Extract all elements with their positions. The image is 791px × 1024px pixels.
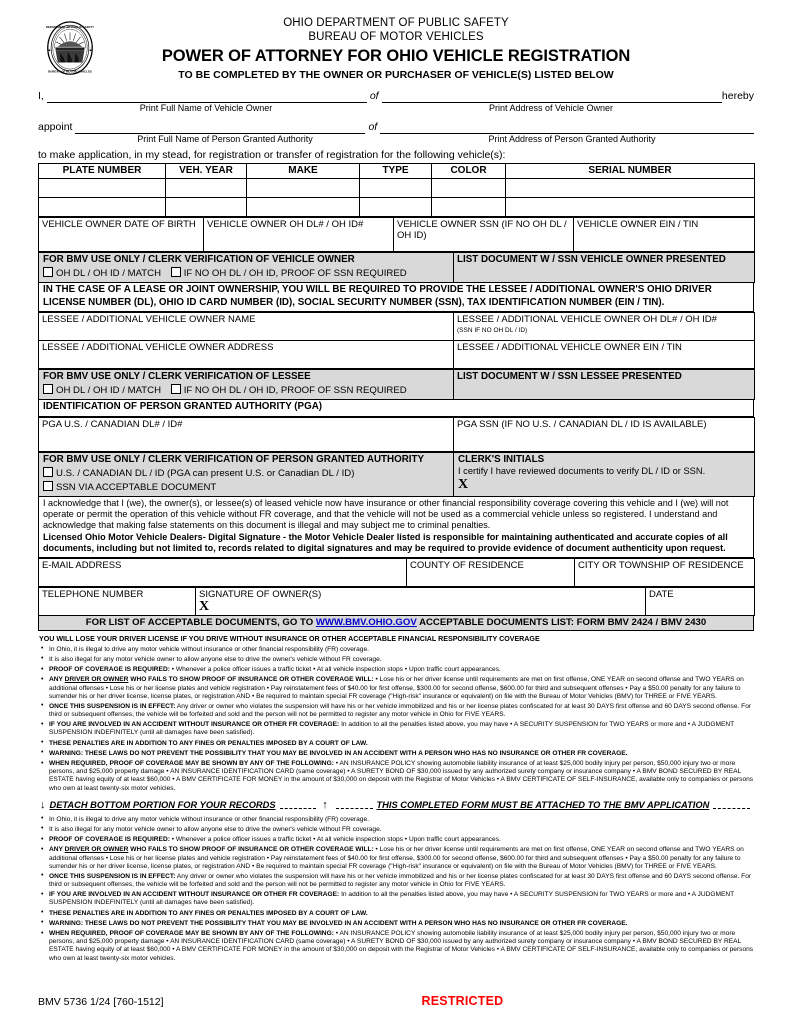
agency-name: OHIO DEPARTMENT OF PUBLIC SAFETY [283, 17, 509, 29]
cell-make-1[interactable] [247, 179, 360, 198]
col-make: MAKE [247, 164, 360, 179]
detach-dash-right [713, 801, 750, 809]
bmv-owner-verification-cell [39, 253, 454, 283]
city-township-label: CITY OR TOWNSHIP OF RESIDENCE [578, 559, 744, 571]
bullet-text: In Ohio, it is illegal to drive any motor vehicle without insurance or other financial responsibility (FR) coverage. [49, 815, 369, 823]
owner-dl-field[interactable] [204, 218, 394, 252]
bullet-lead: THESE PENALTIES ARE IN ADDITION TO ANY FINES OR PENALTIES IMPOSED BY A COURT OF LAW. [49, 909, 368, 917]
list-item [38, 836, 754, 844]
lease-joint-ownership-notice: IN THE CASE OF A LEASE OR JOINT OWNERSHIP, YOU WILL BE REQUIRED TO PROVIDE THE LESSEE / ADDITIONAL OWNER'S OHIO DRIVER LICENSE NUMBER (DL), OHIO ID CARD NUMBER (ID), SOCIAL SECURITY NUMBER (SSN), TAX IDENTIFICATION NUMBER (EIN / TIN). [38, 283, 754, 312]
owner-document-presented-field[interactable] [454, 253, 755, 283]
owner-signature-label: SIGNATURE OF OWNER(S) [199, 588, 322, 600]
detach-left-text: DETACH BOTTOM PORTION FOR YOUR RECORDS [49, 799, 276, 810]
checkbox-owner-dl-match[interactable] [43, 267, 53, 277]
detach-dash-mid [336, 801, 373, 809]
fr-notice-bullet-list-bottom [38, 816, 754, 963]
owner-address-input[interactable] [382, 90, 722, 103]
label-owner-proof-ssn: IF NO OH DL / OH ID, PROOF OF SSN REQUIRED [183, 268, 407, 279]
declaration-hereby: hereby [721, 90, 754, 102]
telephone-number-label: TELEPHONE NUMBER [42, 588, 144, 600]
bullet-text: In Ohio, it is illegal to drive any motor vehicle without insurance or other financial responsibility (FR) coverage. [49, 645, 369, 653]
cell-plate-number-2[interactable] [39, 198, 166, 217]
bullet-text: Any driver or owner who violates the suspension will have his or her vehicle immobilized and his or her license plates confiscated for at least 30 DAYS first offense and 60 DAYS second offense. For third or subsequent offenses, the vehicle will be forfeited and sold and the person will not be permitted to register any motor vehicle in Ohio for FIVE YEARS. [49, 872, 752, 889]
owner-dl-label: VEHICLE OWNER OH DL# / OH ID# [207, 219, 364, 230]
declaration-lead-i: I, [38, 90, 44, 102]
bmv-owner-verification-table [38, 252, 755, 283]
signature-date-label: DATE [649, 588, 674, 600]
col-serial-number: SERIAL NUMBER [506, 164, 755, 179]
cell-veh-year-1[interactable] [166, 179, 247, 198]
col-type: TYPE [360, 164, 432, 179]
form-sheet [38, 14, 754, 1010]
bmv-lessee-verification-table [38, 369, 755, 400]
list-item [38, 891, 754, 907]
lessee-dl-label: LESSEE / ADDITIONAL VEHICLE OWNER OH DL# / OH ID# [457, 314, 717, 325]
bullet-text: It is also illegal for any motor vehicle owner to allow anyone else to drive the owner's vehicle without FR coverage. [49, 825, 382, 833]
bullet-lead: PROOF OF COVERAGE IS REQUIRED: [49, 666, 170, 674]
checkbox-owner-proof-ssn[interactable] [171, 267, 181, 277]
cell-color-1[interactable] [432, 179, 506, 198]
cell-serial-number-1[interactable] [506, 179, 755, 198]
restricted-label: RESTRICTED [421, 994, 504, 1008]
form-subtitle: TO BE COMPLETED BY THE OWNER OR PURCHASER OF VEHICLE(S) LISTED BELOW [178, 69, 614, 81]
lessee-table [38, 312, 755, 369]
cell-plate-number-1[interactable] [39, 179, 166, 198]
vehicle-table [38, 163, 755, 217]
owner-identification-table [38, 217, 755, 252]
vehicle-table-header-row [39, 164, 755, 179]
bullet-text: Any driver or owner who violates the suspension will have his or her vehicle immobilized and his or her license plates confiscated for at least 30 DAYS first offense and 60 DAYS second offense. For third or subsequent offenses, the vehicle will be forfeited and sold and the person will not be permitted to register any motor vehicle in Ohio for FIVE YEARS. [49, 702, 752, 719]
detach-dash-left [280, 801, 317, 809]
acknowledgement-paragraph: I acknowledge that I (we), the owner(s), or lessee(s) of leased vehicle now have insurance or other financial responsibility coverage covering this vehicle and I (we) will not operate or permit the operation of this vehicle without FR coverage, and that the vehicle will not be used as a commercial vehicle unless so registered. I understand and acknowledge that making false statements on this document is illegal and may subject me to criminal penalties. [43, 497, 729, 531]
pga-address-input[interactable] [380, 121, 754, 134]
list-item [38, 740, 754, 748]
lessee-address-label: LESSEE / ADDITIONAL VEHICLE OWNER ADDRESS [42, 342, 274, 353]
bullet-lead: WHEN REQUIRED, PROOF OF COVERAGE MAY BE SHOWN BY ANY OF THE FOLLOWING: [49, 760, 334, 768]
bmv-pga-verification-title: FOR BMV USE ONLY / CLERK VERIFICATION OF PERSON GRANTED AUTHORITY [43, 453, 425, 465]
city-township-field[interactable] [575, 558, 755, 586]
checkbox-lessee-dl-match[interactable] [43, 384, 53, 394]
lessee-name-field[interactable] [39, 313, 454, 341]
list-item [38, 666, 754, 674]
email-address-field[interactable] [39, 558, 407, 586]
lessee-ein-label: LESSEE / ADDITIONAL VEHICLE OWNER EIN / TIN [457, 342, 682, 353]
list-item [38, 760, 754, 792]
caption-owner-name: Print Full Name of Vehicle Owner [139, 103, 273, 113]
label-pga-ssn-document: SSN VIA ACCEPTABLE DOCUMENT [56, 481, 217, 493]
signature-date-field[interactable] [646, 587, 755, 615]
bullet-lead: ANY DRIVER OR OWNER WHO FAILS TO SHOW PROOF OF INSURANCE OR OTHER COVERAGE WILL: [49, 676, 374, 684]
owner-ssn-label: VEHICLE OWNER SSN (IF NO OH DL / OH ID) [397, 219, 567, 241]
list-item [38, 816, 754, 824]
label-lessee-dl-match: OH DL / OH ID / MATCH [56, 385, 162, 396]
pga-dl-field[interactable] [39, 417, 454, 451]
checkbox-pga-ssn-document[interactable] [43, 481, 53, 491]
lessee-document-presented-field[interactable] [454, 370, 755, 400]
table-row [39, 179, 755, 198]
label-owner-dl-match: OH DL / OH ID / MATCH [56, 268, 162, 279]
up-arrow-icon: ↑ [322, 798, 328, 811]
fr-notice-bullet-list-top [38, 646, 754, 793]
bullet-lead: WARNING: THESE LAWS DO NOT PREVENT THE POSSIBILITY THAT YOU MAY BE INVOLVED IN AN ACCIDENT WITH A PERSON WHO HAS NO INSURANCE OR OTHER FR COVERAGE. [49, 749, 628, 757]
pga-ssn-label: PGA SSN (IF NO U.S. / CANADIAN DL / ID IS AVAILABLE) [457, 418, 707, 430]
form-title: POWER OF ATTORNEY FOR OHIO VEHICLE REGISTRATION [161, 47, 631, 65]
clerk-signature-x: X [458, 476, 469, 492]
owner-ssn-field[interactable] [394, 218, 574, 252]
signature-table [38, 587, 755, 616]
pga-ssn-field[interactable] [454, 417, 755, 451]
pga-identification-table [38, 417, 755, 452]
bullet-text: • Lose his or her driver license until requirements are met on first offense, ONE YEAR on second offense and TWO YEARS on additional offenses • Lose his or her license plates and vehicle registration • Pay reinstatement fees of $40.00 for first offense, $300.00 for second offense, $600.00 for third and subsequent offenses • Pay a $50.00 penalty for any failure to surrender his or her driver license, license plates, or registration AND • Be required to maintain special FR coverage ("High-risk" insurance or equivalent) on file with the Bureau of Motor Vehicles (BMV) for THREE or FIVE YEARS. [49, 846, 744, 870]
pga-dl-label: PGA U.S. / CANADIAN DL# / ID# [42, 418, 183, 430]
list-item [38, 721, 754, 737]
list-item [38, 646, 754, 654]
lessee-dl-field[interactable] [454, 313, 755, 341]
list-item [38, 826, 754, 834]
declaration-block [38, 90, 754, 161]
cell-type-2[interactable] [360, 198, 432, 217]
bullet-text: • AN INSURANCE POLICY showing automobile liability insurance of at least $25,000 bodily injury per person, $50,000 injury two or more persons, and $25,000 property damage • AN INSURANCE IDENTIFICATION CARD (same coverage) • A SURETY BOND OF $30,000 issued by any authorized surety company or insurance company • A BMV BOND SECURED BY REAL ESTATE having equity of at least $60,000 • A BMV CERTIFICATE FOR MONEY in the amount of $30,000 on deposit with the Registrar of Motor Vehicles • A BMV CERTIFICATE OF SELF-INSURANCE, available only to companies or persons who own at least twenty-six motor vehicles. [49, 760, 754, 792]
acceptable-documents-suffix: ACCEPTABLE DOCUMENTS LIST: FORM BMV 2424 / BMV 2430 [416, 617, 707, 629]
bullet-text: In addition to all the penalties listed above, you may have • A SECURITY SUSPENSION for TWO YEARS or more and • A JUDGMENT SUSPENSION INDEFINITELY (until all damages have been satisfied). [49, 891, 735, 907]
fr-notice-heading-top: YOU WILL LOSE YOUR DRIVER LICENSE IF YOU DRIVE WITHOUT INSURANCE OR OTHER ACCEPTABLE FINANCIAL RESPONSIBILITY COVERAGE [39, 635, 540, 644]
cell-veh-year-2[interactable] [166, 198, 247, 217]
cell-serial-number-2[interactable] [506, 198, 755, 217]
ohio-bmv-seal-icon [42, 18, 98, 78]
table-row [39, 198, 755, 217]
clerk-initials-label: CLERK'S INITIALS [458, 453, 545, 465]
bullet-text: In addition to all the penalties listed above, you may have • A SECURITY SUSPENSION for TWO YEARS or more and • A JUDGMENT SUSPENSION INDEFINITELY (until all damages have been satisfied). [49, 721, 735, 737]
svg-text:DEPARTMENT OF PUBLIC SAFETY: DEPARTMENT OF PUBLIC SAFETY [45, 25, 95, 29]
svg-text:BUREAU OF MOTOR VEHICLES: BUREAU OF MOTOR VEHICLES [48, 69, 92, 74]
fr-notice-bottom [38, 816, 754, 963]
bullet-text: It is also illegal for any motor vehicle owner to allow anyone else to drive the owner's vehicle without FR coverage. [49, 655, 382, 663]
owner-name-input[interactable] [47, 90, 367, 103]
county-residence-field[interactable] [407, 558, 575, 586]
bmv-pga-verification-cell [39, 452, 454, 496]
list-item [38, 846, 754, 870]
contact-table [38, 558, 755, 587]
label-lessee-proof-ssn: IF NO OH DL / OH ID, PROOF OF SSN REQUIRED [183, 385, 407, 396]
acknowledgement-block [38, 497, 754, 558]
lessee-ein-field[interactable] [454, 341, 755, 369]
bmv-owner-verification-title: FOR BMV USE ONLY / CLERK VERIFICATION OF VEHICLE OWNER [43, 254, 355, 265]
list-item [38, 676, 754, 700]
list-item [38, 920, 754, 928]
list-item [38, 656, 754, 664]
owner-dob-field[interactable] [39, 218, 204, 252]
bullet-lead: ONCE THIS SUSPENSION IS IN EFFECT: [49, 872, 176, 880]
dealer-digital-signature-paragraph: Licensed Ohio Motor Vehicle Dealers- Digital Signature - the Motor Vehicle Dealer listed is responsible for maintaining authenticated and accurate copies of all documents, including but not limited to, records related to digital signatures and may be required to provide evidence of document authenticity upon request. [43, 531, 728, 554]
declaration-intro: to make application, in my stead, for registration or transfer of registration for the following vehicle(s): [38, 149, 506, 161]
owner-signature-x: X [199, 598, 210, 614]
pga-name-input[interactable] [75, 121, 365, 134]
form-header [38, 14, 754, 86]
bullet-text: • Lose his or her driver license until requirements are met on first offense, ONE YEAR on second offense and TWO YEARS on additional offenses • Lose his or her license plates and vehicle registration • Pay reinstatement fees of $40.00 for first offense, $300.00 for second offense, $600.00 for third and subsequent offenses • Pay a $50.00 penalty for any failure to surrender his or her driver license, license plates, or registration AND • Be required to maintain special FR coverage ("High-risk" insurance or equivalent) on file with the Bureau of Motor Vehicles (BMV) for THREE or FIVE YEARS. [49, 676, 744, 700]
email-address-label: E-MAIL ADDRESS [42, 559, 122, 571]
bullet-lead: WHEN REQUIRED, PROOF OF COVERAGE MAY BE SHOWN BY ANY OF THE FOLLOWING: [49, 930, 334, 938]
bullet-lead: PROOF OF COVERAGE IS REQUIRED: [49, 836, 170, 844]
form-number: BMV 5736 1/24 [760-1512] [38, 996, 164, 1008]
bullet-text: • AN INSURANCE POLICY showing automobile liability insurance of at least $25,000 bodily injury per person, $50,000 injury two or more persons, and $25,000 property damage • AN INSURANCE IDENTIFICATION CARD (same coverage) • A SURETY BOND OF $30,000 issued by any authorized surety company or insurance company • A BMV BOND SECURED BY REAL ESTATE having equity of at least $60,000 • A BMV CERTIFICATE FOR MONEY in the amount of $30,000 on deposit with the Registrar of Motor Vehicles • A BMV CERTIFICATE OF SELF-INSURANCE, available only to companies or persons who own at least twenty-six motor vehicles. [49, 930, 754, 962]
owner-ein-label: VEHICLE OWNER EIN / TIN [577, 219, 699, 230]
bmv-lessee-verification-title: FOR BMV USE ONLY / CLERK VERIFICATION OF LESSEE [43, 371, 311, 382]
detach-separator [38, 799, 754, 811]
clerk-certify-text: I certify I have reviewed documents to verify DL / ID or SSN. [458, 465, 706, 476]
acceptable-documents-bar [38, 616, 754, 632]
bullet-text: • Whenever a police officer issues a traffic ticket • At all vehicle inspection stops • Upon traffic court appearances. [169, 836, 501, 844]
pga-section-heading: IDENTIFICATION OF PERSON GRANTED AUTHORITY (PGA) [38, 400, 754, 417]
list-item [38, 873, 754, 889]
detach-right-text: THIS COMPLETED FORM MUST BE ATTACHED TO THE BMV APPLICATION [376, 799, 710, 810]
fr-notice-top [38, 635, 754, 793]
bullet-lead: THESE PENALTIES ARE IN ADDITION TO ANY FINES OR PENALTIES IMPOSED BY A COURT OF LAW. [49, 739, 368, 747]
lessee-name-label: LESSEE / ADDITIONAL VEHICLE OWNER NAME [42, 314, 256, 325]
lessee-address-field[interactable] [39, 341, 454, 369]
county-residence-label: COUNTY OF RESIDENCE [410, 559, 524, 571]
bmv-website-link[interactable]: WWW.BMV.OHIO.GOV [315, 617, 417, 629]
caption-pga-address: Print Address of Person Granted Authority [488, 134, 656, 144]
down-arrow-icon: ↓ [40, 798, 46, 811]
clerk-initials-cell[interactable] [454, 452, 755, 496]
owner-document-presented-label: LIST DOCUMENT W / SSN VEHICLE OWNER PRESENTED [457, 254, 726, 265]
owner-dob-label: VEHICLE OWNER DATE OF BIRTH [42, 219, 196, 230]
caption-owner-address: Print Address of Vehicle Owner [488, 103, 614, 113]
cell-type-1[interactable] [360, 179, 432, 198]
checkbox-pga-us-canadian-dl[interactable] [43, 467, 53, 477]
list-item [38, 703, 754, 719]
col-plate-number: PLATE NUMBER [39, 164, 166, 179]
caption-pga-name: Print Full Name of Person Granted Authority [137, 134, 313, 144]
cell-color-2[interactable] [432, 198, 506, 217]
bullet-lead: IF YOU ARE INVOLVED IN AN ACCIDENT WITHOUT INSURANCE OR OTHER FR COVERAGE: [49, 721, 340, 729]
col-color: COLOR [432, 164, 506, 179]
lessee-dl-sublabel: (SSN IF NO OH DL / ID) [457, 327, 528, 334]
bullet-lead: ANY DRIVER OR OWNER WHO FAILS TO SHOW PROOF OF INSURANCE OR OTHER COVERAGE WILL: [49, 846, 374, 854]
telephone-number-field[interactable] [39, 587, 196, 615]
bullet-text: • Whenever a police officer issues a traffic ticket • At all vehicle inspection stops • Upon traffic court appearances. [169, 666, 501, 674]
acceptable-documents-prefix: FOR LIST OF ACCEPTABLE DOCUMENTS, GO TO [85, 617, 316, 629]
list-item [38, 930, 754, 962]
owner-signature-field[interactable] [196, 587, 646, 615]
label-pga-us-canadian-dl: U.S. / CANADIAN DL / ID (PGA can present U.S. or Canadian DL / ID) [56, 467, 355, 479]
bullet-lead: WARNING: THESE LAWS DO NOT PREVENT THE POSSIBILITY THAT YOU MAY BE INVOLVED IN AN ACCIDENT WITH A PERSON WHO HAS NO INSURANCE OR OTHER FR COVERAGE. [49, 919, 628, 927]
col-veh-year: VEH. YEAR [166, 164, 247, 179]
declaration-of-2: of [368, 121, 378, 133]
bullet-lead: ONCE THIS SUSPENSION IS IN EFFECT: [49, 702, 176, 710]
checkbox-lessee-proof-ssn[interactable] [171, 384, 181, 394]
list-item [38, 910, 754, 918]
bmv-lessee-verification-cell [39, 370, 454, 400]
declaration-of-1: of [369, 90, 379, 102]
form-footer [38, 994, 754, 1008]
cell-make-2[interactable] [247, 198, 360, 217]
declaration-lead-appoint: appoint [38, 121, 73, 133]
owner-ein-field[interactable] [574, 218, 755, 252]
list-item [38, 750, 754, 758]
lessee-document-presented-label: LIST DOCUMENT W / SSN LESSEE PRESENTED [457, 371, 682, 382]
bureau-name: BUREAU OF MOTOR VEHICLES [308, 31, 484, 43]
bmv-pga-verification-table [38, 452, 755, 497]
bullet-lead: IF YOU ARE INVOLVED IN AN ACCIDENT WITHOUT INSURANCE OR OTHER FR COVERAGE: [49, 891, 340, 899]
